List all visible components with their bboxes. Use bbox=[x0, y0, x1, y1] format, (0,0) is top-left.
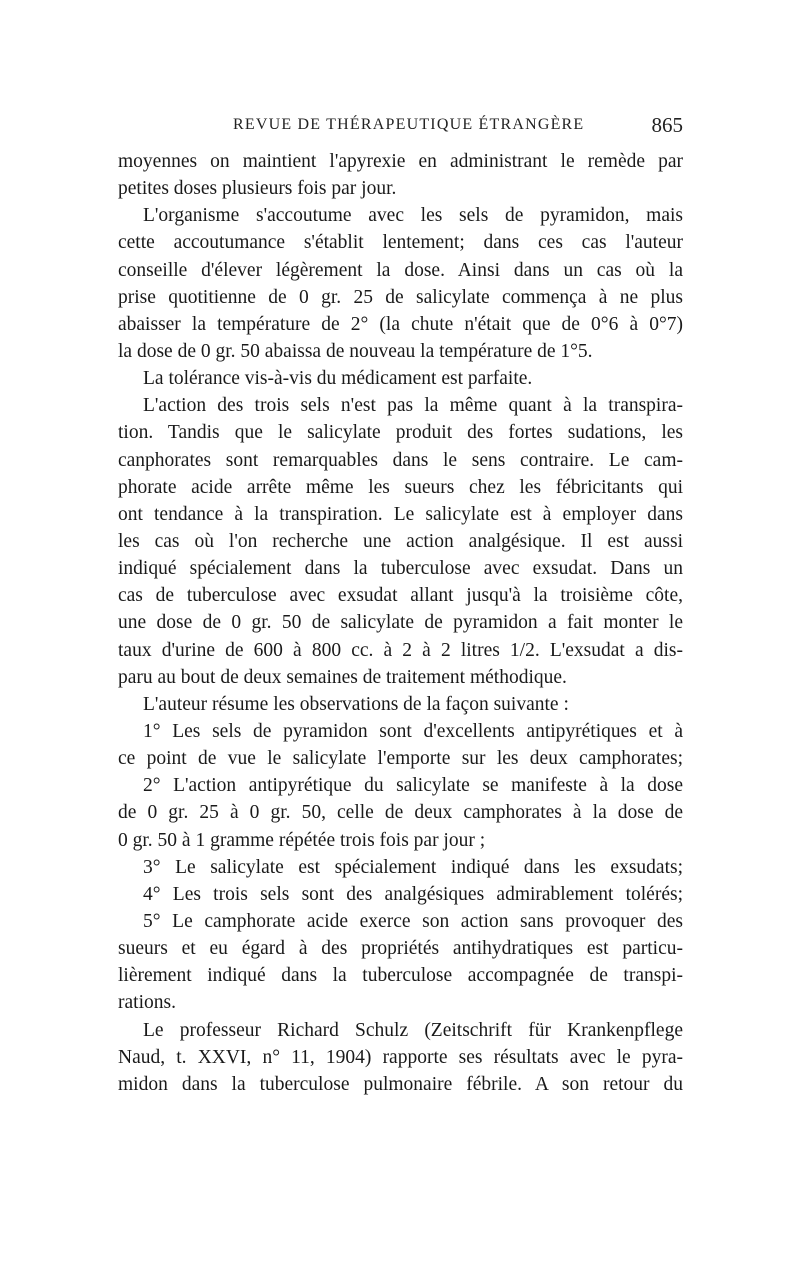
text-line: cette accoutumance s'établit lentement; dans ces cas l'auteur bbox=[118, 232, 683, 254]
text-line: prise quotitienne de 0 gr. 25 de salicylate commença à ne plus bbox=[118, 286, 683, 308]
text-line: indiqué spécialement dans la tuberculose avec exsudat. Dans un bbox=[118, 558, 683, 580]
page-number: 865 bbox=[651, 113, 683, 137]
text-line: sueurs et eu égard à des propriétés antihydratiques est particu- bbox=[118, 938, 683, 960]
text-line: 3° Le salicylate est spécialement indiqué dans les exsudats; bbox=[143, 856, 683, 878]
text-line: paru au bout de deux semaines de traitement méthodique. bbox=[118, 666, 567, 688]
text-line: L'action des trois sels n'est pas la même quant à la transpira- bbox=[143, 395, 683, 417]
text-line: midon dans la tuberculose pulmonaire fébrile. A son retour du bbox=[118, 1073, 683, 1095]
text-line: lièrement indiqué dans la tuberculose accompagnée de transpi- bbox=[118, 965, 683, 987]
text-line: les cas où l'on recherche une action analgésique. Il est aussi bbox=[118, 530, 683, 552]
text-line: la dose de 0 gr. 50 abaissa de nouveau la température de 1°5. bbox=[118, 340, 593, 362]
text-line: conseille d'élever légèrement la dose. Ainsi dans un cas où la bbox=[118, 259, 683, 281]
text-line: L'auteur résume les observations de la façon suivante : bbox=[143, 693, 569, 715]
text-line: Le professeur Richard Schulz (Zeitschrift für Krankenpflege bbox=[143, 1019, 683, 1041]
body-text bbox=[118, 148, 683, 1098]
text-line: taux d'urine de 600 à 800 cc. à 2 à 2 litres 1/2. L'exsudat a dis- bbox=[118, 639, 683, 661]
text-line: L'organisme s'accoutume avec les sels de pyramidon, mais bbox=[143, 205, 683, 227]
text-line: Naud, t. XXVI, n° 11, 1904) rapporte ses résultats avec le pyra- bbox=[118, 1046, 683, 1068]
text-line: 5° Le camphorate acide exerce son action sans provoquer des bbox=[143, 910, 683, 932]
text-line: 1° Les sels de pyramidon sont d'excellents antipyrétiques et à bbox=[143, 720, 683, 742]
text-line: 0 gr. 50 à 1 gramme répétée trois fois par jour ; bbox=[118, 829, 486, 851]
text-line: abaisser la température de 2° (la chute n'était que de 0°6 à 0°7) bbox=[118, 313, 683, 335]
running-head-title: REVUE DE THÉRAPEUTIQUE ÉTRANGÈRE bbox=[233, 116, 585, 133]
text-line: de 0 gr. 25 à 0 gr. 50, celle de deux camphorates à la dose de bbox=[118, 802, 683, 824]
text-line: une dose de 0 gr. 50 de salicylate de pyramidon a fait monter le bbox=[118, 612, 683, 634]
text-line: phorate acide arrête même les sueurs chez les fébricitants qui bbox=[118, 476, 683, 498]
text-line: rations. bbox=[118, 992, 176, 1014]
text-line: 2° L'action antipyrétique du salicylate se manifeste à la dose bbox=[143, 775, 683, 797]
text-line: cas de tuberculose avec exsudat allant jusqu'à la troisième côte, bbox=[118, 585, 683, 607]
text-line: La tolérance vis-à-vis du médicament est parfaite. bbox=[143, 368, 533, 390]
text-line: ce point de vue le salicylate l'emporte sur les deux camphorates; bbox=[118, 748, 683, 770]
text-line: canphorates sont remarquables dans le sens contraire. Le cam- bbox=[118, 449, 683, 471]
text-line: petites doses plusieurs fois par jour. bbox=[118, 178, 397, 200]
text-line: 4° Les trois sels sont des analgésiques admirablement tolérés; bbox=[143, 883, 683, 905]
text-line: moyennes on maintient l'apyrexie en administrant le remède par bbox=[118, 151, 683, 172]
running-head bbox=[118, 113, 683, 146]
text-line: ont tendance à la transpiration. Le salicylate est à employer dans bbox=[118, 503, 683, 525]
text-line: tion. Tandis que le salicylate produit des fortes sudations, les bbox=[118, 422, 683, 444]
